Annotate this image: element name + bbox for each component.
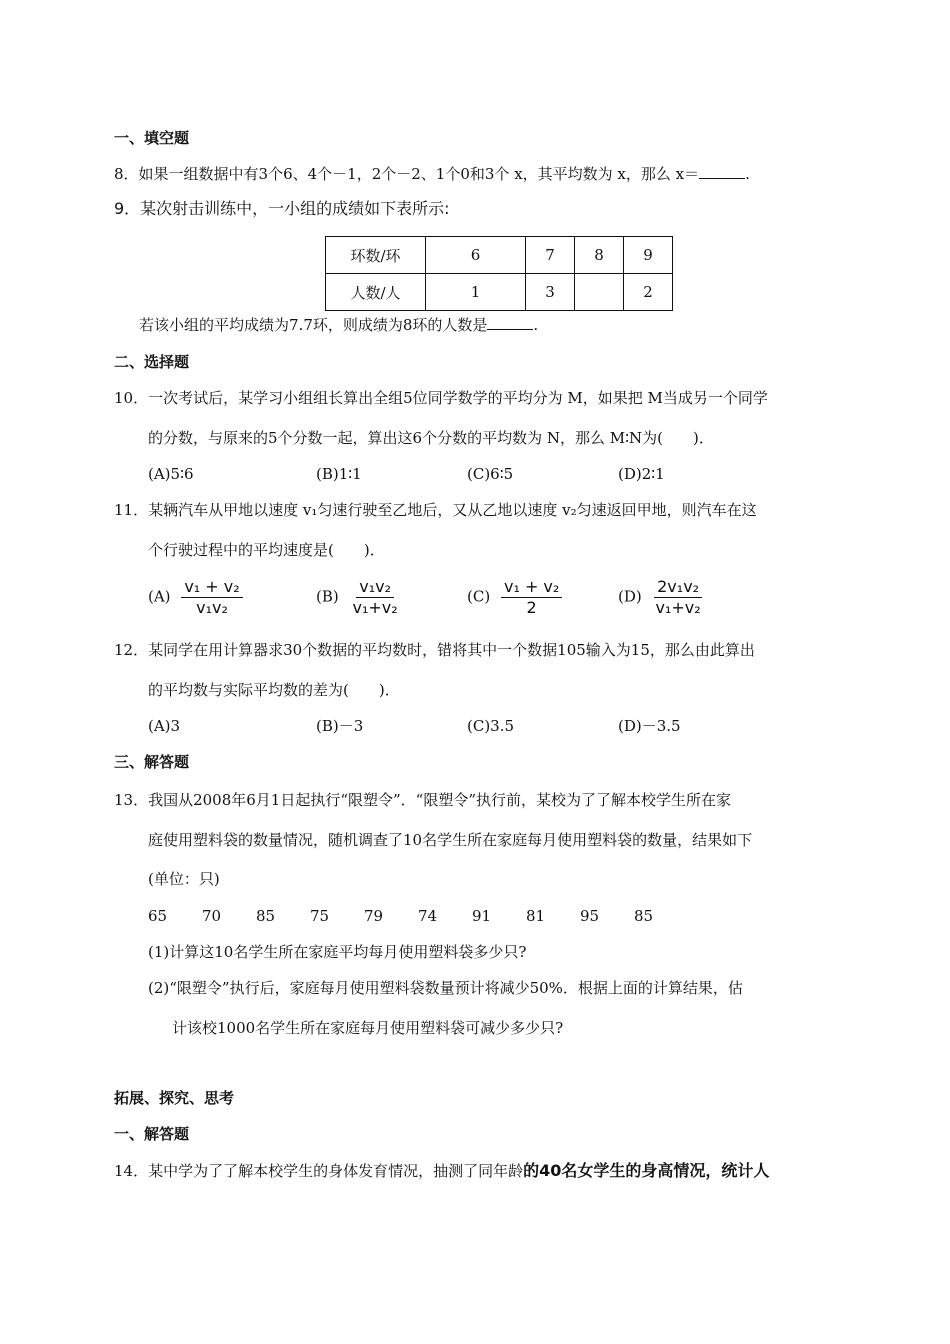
section-answer-title-2: 一、解答题	[114, 1125, 190, 1143]
data-value: 70	[202, 907, 222, 925]
table-cell: 8	[575, 237, 624, 274]
option-b: (B)1∶1	[316, 465, 362, 483]
option-b: (B) $\frac{\text{v₁v₂}}{\text{v₁+v₂}}$	[316, 578, 401, 617]
question-9-followup: 若该小组的平均成绩为7.7环，则成绩为8环的人数是 .	[139, 316, 539, 334]
data-value: 81	[526, 907, 546, 925]
data-value: 79	[364, 907, 384, 925]
question-13-sub2-line2: 计该校1000名学生所在家庭每月使用塑料袋可减少多少只?	[172, 1019, 564, 1037]
table-row	[326, 237, 673, 274]
option-b: (B)－3	[316, 717, 364, 735]
survey-data-row	[148, 906, 688, 926]
question-12-line2: 的平均数与实际平均数的差为( )．	[148, 681, 400, 699]
table-cell: 7	[526, 237, 575, 274]
question-13-sub2-line1: (2)“限塑令”执行后，家庭每月使用塑料袋数量预计将减少50%．根据上面的计算结果，估	[148, 979, 743, 997]
data-value: 95	[580, 907, 600, 925]
option-d: (D)2∶1	[618, 465, 665, 483]
table-cell: 3	[526, 274, 575, 311]
question-13-line2: 庭使用塑料袋的数量情况，随机调查了10名学生所在家庭每月使用塑料袋的数量，结果如下	[148, 831, 753, 849]
question-13-line1: 13．我国从2008年6月1日起执行“限塑令”．“限塑令”执行前，某校为了了解本校学生所在家	[114, 791, 732, 809]
question-14-line1: 14．某中学为了了解本校学生的身体发育情况，抽测了同年龄的40名女学生的身高情况，统计人	[114, 1161, 770, 1180]
data-value: 85	[256, 907, 276, 925]
fraction: $\frac{\text{v₁ + v₂}}{\text{v₁v₂}}$	[181, 578, 242, 617]
option-d: (D) $\frac{\text{2v₁v₂}}{\text{v₁+v₂}}$	[618, 578, 704, 617]
question-10-line1: 10．一次考试后，某学习小组组长算出全组5位同学数学的平均分为 M，如果把 M当成另一个同学	[114, 389, 768, 407]
table-cell: 6	[426, 237, 526, 274]
question-13-sub1: (1)计算这10名学生所在家庭平均每月使用塑料袋多少只?	[148, 943, 527, 961]
table-cell: 9	[624, 237, 673, 274]
question-11-line2: 个行驶过程中的平均速度是( )．	[148, 541, 385, 559]
section-answer-title: 三、解答题	[114, 753, 190, 771]
data-value: 91	[472, 907, 492, 925]
data-value: 85	[634, 907, 654, 925]
option-c: (C)6∶5	[467, 465, 514, 483]
question-12-line1: 12．某同学在用计算器求30个数据的平均数时，错将其中一个数据105输入为15，那么由此算出	[114, 641, 755, 659]
option-a: (A) $\frac{\text{v₁ + v₂}}{\text{v₁v₂}}$	[148, 578, 243, 617]
option-d: (D)－3.5	[618, 717, 681, 735]
table-cell: 环数/环	[326, 237, 426, 274]
table-cell: 人数/人	[326, 274, 426, 311]
question-13-unit: (单位：只)	[148, 870, 220, 888]
fraction: $\frac{\text{v₁ + v₂}}{2}$	[501, 578, 562, 617]
option-c: (C)3.5	[467, 717, 515, 735]
fraction: $\frac{\text{2v₁v₂}}{\text{v₁+v₂}}$	[655, 577, 701, 617]
fraction: $\frac{\text{v₁v₂}}{\text{v₁+v₂}}$	[352, 577, 398, 617]
question-11-line1: 11．某辆汽车从甲地以速度 v₁匀速行驶至乙地后，又从乙地以速度 v₂匀速返回甲地，则汽车在这	[114, 501, 757, 519]
answer-blank	[699, 164, 745, 179]
table-cell: 1	[426, 274, 526, 311]
section-fill-blank-title: 一、填空题	[114, 129, 190, 147]
table-cell: 2	[624, 274, 673, 311]
table-cell	[575, 274, 624, 311]
option-c: (C) $\frac{\text{v₁ + v₂}}{2}$	[467, 578, 562, 617]
option-a: (A)5∶6	[148, 465, 194, 483]
section-choice-title: 二、选择题	[114, 353, 190, 371]
data-value: 74	[418, 907, 438, 925]
answer-blank	[487, 315, 533, 330]
table-row	[326, 274, 673, 311]
extension-title: 拓展、探究、思考	[114, 1089, 235, 1107]
option-a: (A)3	[148, 717, 181, 735]
question-8: 8．如果一组数据中有3个6、4个－1，2个－2、1个0和3个 x，其平均数为 x，那么 x＝ .	[114, 165, 750, 183]
question-8-text: 8．如果一组数据中有3个6、4个－1，2个－2、1个0和3个 x，其平均数为 x，那么 x＝	[114, 165, 700, 183]
data-value: 75	[310, 907, 330, 925]
score-table	[325, 236, 673, 311]
question-10-line2: 的分数，与原来的5个分数一起，算出这6个分数的平均数为 N，那么 M∶N为( )．	[148, 429, 714, 447]
data-value: 65	[148, 907, 168, 925]
question-9-text: 9．某次射击训练中，一小组的成绩如下表所示:	[114, 199, 450, 218]
